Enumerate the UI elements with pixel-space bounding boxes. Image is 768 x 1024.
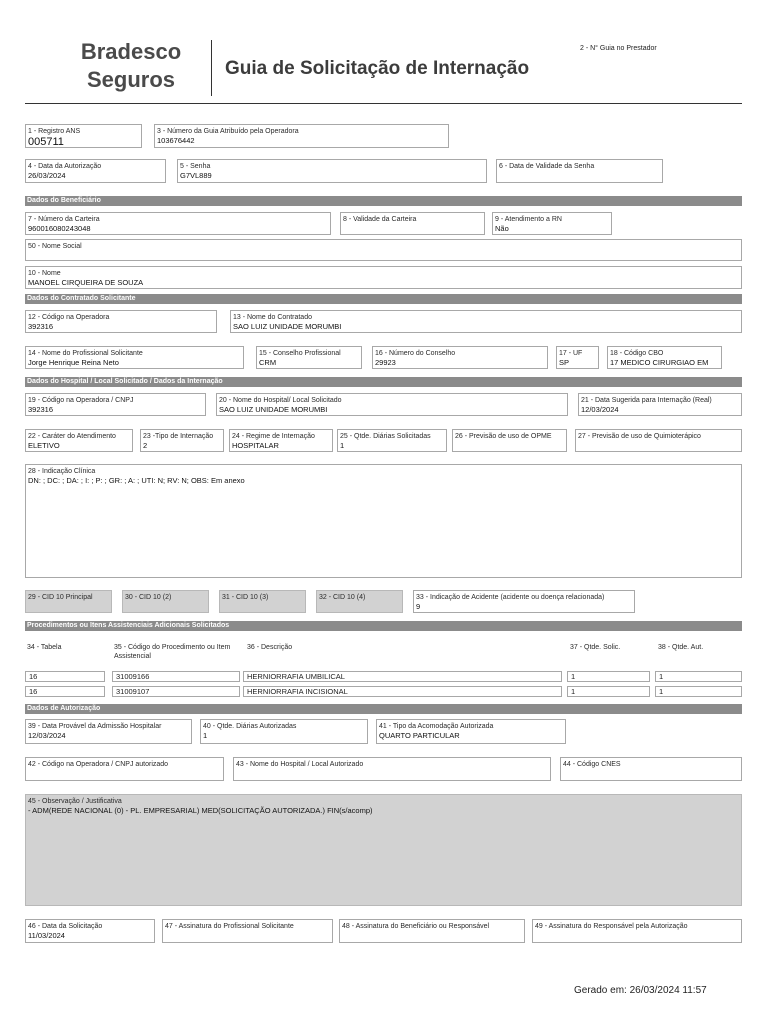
- col-header-descricao: [245, 641, 445, 653]
- company-logo: [48, 38, 214, 94]
- field-label: 14 - Nome do Profissional Solicitante: [28, 350, 143, 357]
- field-codigo-operadora[interactable]: [25, 310, 217, 333]
- col-header-codigo: [112, 641, 240, 665]
- field-numero-carteira[interactable]: [25, 212, 331, 235]
- field-numero-guia-operadora[interactable]: [154, 124, 449, 148]
- field-cid-2[interactable]: [122, 590, 209, 613]
- field-label: 39 - Data Provável da Admissão Hospitalar: [28, 723, 162, 730]
- field-regime-internacao[interactable]: [229, 429, 333, 452]
- row-1-codigo[interactable]: 31009166: [112, 671, 240, 682]
- field-label: 9 - Atendimento a RN: [495, 216, 562, 223]
- row-2-qtde-solic[interactable]: 1: [567, 686, 650, 697]
- field-nome[interactable]: [25, 266, 742, 289]
- col-header-qtde-solic: [568, 641, 648, 653]
- field-label: 50 - Nome Social: [28, 243, 82, 250]
- row-2-qtde-aut[interactable]: 1: [655, 686, 742, 697]
- field-value: Jorge Henrique Reina Neto: [28, 358, 119, 367]
- field-data-solicitacao[interactable]: [25, 919, 155, 943]
- field-label: 30 - CID 10 (2): [125, 594, 172, 601]
- header-rule: [25, 103, 742, 104]
- col-header-label: 38 - Qtde. Aut.: [658, 644, 704, 651]
- col-header-label: 35 - Código do Procedimento ou Item Assistencial: [114, 644, 231, 660]
- field-label: 15 - Conselho Profissional: [259, 350, 341, 357]
- field-indicacao-clinica[interactable]: [25, 464, 742, 578]
- field-label: 3 - Número da Guia Atribuído pela Operadora: [157, 128, 299, 135]
- field-value: 005711: [28, 136, 64, 148]
- col-header-label: 36 - Descrição: [247, 644, 293, 651]
- field-data-autorizacao[interactable]: [25, 159, 166, 183]
- field-value: QUARTO PARTICULAR: [379, 731, 460, 740]
- field-previsao-opme[interactable]: [452, 429, 567, 452]
- field-value: DN: ; DC: ; DA: ; I: ; P: ; GR: ; A: ; UTI: N; RV: N; OBS: Em anexo: [28, 476, 245, 485]
- field-assinatura-autorizacao[interactable]: [532, 919, 742, 943]
- field-label: 25 - Qtde. Diárias Solicitadas: [340, 433, 431, 440]
- field-label: 23 -Tipo de Internação: [143, 433, 214, 440]
- field-carater-atendimento[interactable]: [25, 429, 133, 452]
- field-label: 44 - Código CNES: [563, 761, 621, 768]
- guia-prestador-label: 2 - N° Guia no Prestador: [580, 45, 657, 52]
- field-validade-carteira[interactable]: [340, 212, 485, 235]
- field-value: 960016080243048: [28, 224, 91, 233]
- col-header-tabela: [25, 641, 105, 653]
- section-contratado: Dados do Contratado Solicitante: [25, 294, 742, 304]
- field-tipo-acomodacao[interactable]: [376, 719, 566, 744]
- field-value: 103676442: [157, 136, 195, 145]
- field-label: 33 - Indicação de Acidente (acidente ou doença relacionada): [416, 594, 605, 601]
- field-value: 1: [340, 441, 345, 450]
- section-beneficiario: Dados do Beneficiário: [25, 196, 742, 206]
- logo-line-2: Seguros: [86, 67, 176, 92]
- field-value: 392316: [28, 405, 54, 414]
- field-label: 31 - CID 10 (3): [222, 594, 269, 601]
- field-codigo-cbo[interactable]: [607, 346, 722, 369]
- col-header-label: 34 - Tabela: [27, 644, 62, 651]
- field-label: 17 - UF: [559, 350, 583, 357]
- field-registro-ans[interactable]: [25, 124, 142, 148]
- field-nome-hospital-autorizado[interactable]: [233, 757, 551, 781]
- field-label: 13 - Nome do Contratado: [233, 314, 312, 321]
- field-nome-contratado[interactable]: [230, 310, 742, 333]
- section-procedimentos: Procedimentos ou Itens Assistenciais Adicionais Solicitados: [25, 621, 742, 631]
- field-label: 8 - Validade da Carteira: [343, 216, 417, 223]
- field-label: 27 - Previsão de uso de Quimioterápico: [578, 433, 701, 440]
- col-header-qtde-aut: [656, 641, 736, 653]
- field-label: 5 - Senha: [180, 163, 211, 170]
- field-label: 28 - Indicação Clínica: [28, 468, 96, 475]
- field-label: 6 - Data de Validade da Senha: [499, 163, 595, 170]
- field-label: 49 - Assinatura do Responsável pela Autorização: [535, 923, 688, 930]
- field-value: SAO LUIZ UNIDADE MORUMBI: [233, 322, 342, 331]
- row-1-qtde-aut[interactable]: 1: [655, 671, 742, 682]
- field-value: SP: [559, 358, 570, 367]
- field-assinatura-beneficiario[interactable]: [339, 919, 525, 943]
- field-label: 46 - Data da Solicitação: [28, 923, 103, 930]
- field-value: 392316: [28, 322, 54, 331]
- field-value: G7VL889: [180, 171, 212, 180]
- field-qtde-diarias[interactable]: [337, 429, 447, 452]
- field-label: 48 - Assinatura do Beneficiário ou Responsável: [342, 923, 490, 930]
- row-1-tabela[interactable]: 16: [25, 671, 105, 682]
- field-qtde-diarias-autorizadas[interactable]: [200, 719, 368, 744]
- field-nome-social[interactable]: [25, 239, 742, 261]
- field-value: 11/03/2024: [28, 931, 65, 940]
- document-title: Guia de Solicitação de Internação: [225, 58, 530, 79]
- field-profissional-solicitante[interactable]: [25, 346, 244, 369]
- field-value: 1: [203, 731, 208, 740]
- field-label: 12 - Código na Operadora: [28, 314, 110, 321]
- field-label: 26 - Previsão de uso de OPME: [455, 433, 552, 440]
- row-1-descricao[interactable]: HERNIORRAFIA UMBILICAL: [243, 671, 562, 682]
- field-data-admissao[interactable]: [25, 719, 192, 744]
- field-observacao[interactable]: [25, 794, 742, 906]
- field-value: 12/03/2024: [28, 731, 66, 740]
- field-assinatura-profissional[interactable]: [162, 919, 333, 943]
- field-value: 17 MEDICO CIRURGIAO EM: [610, 358, 709, 367]
- field-label: 43 - Nome do Hospital / Local Autorizado: [236, 761, 364, 768]
- field-label: 29 - CID 10 Principal: [28, 594, 93, 601]
- field-value: 9: [416, 602, 421, 611]
- field-label: 7 - Número da Carteira: [28, 216, 100, 223]
- field-value: 29923: [375, 358, 396, 367]
- field-label: 10 - Nome: [28, 270, 61, 277]
- field-nome-hospital[interactable]: [216, 393, 568, 416]
- field-data-validade-senha[interactable]: [496, 159, 663, 183]
- field-label: 1 - Registro ANS: [28, 128, 81, 135]
- row-1-qtde-solic[interactable]: 1: [567, 671, 650, 682]
- field-label: 4 - Data da Autorização: [28, 163, 102, 170]
- row-2-codigo[interactable]: 31009107: [112, 686, 240, 697]
- field-codigo-cnpj-autorizado[interactable]: [25, 757, 224, 781]
- field-uf[interactable]: [556, 346, 599, 369]
- field-value: 2: [143, 441, 148, 450]
- field-value: Não: [495, 224, 509, 233]
- field-cid-3[interactable]: [219, 590, 306, 613]
- field-label: 19 - Código na Operadora / CNPJ: [28, 397, 134, 404]
- field-codigo-cnes[interactable]: [560, 757, 742, 781]
- field-conselho-profissional[interactable]: [256, 346, 362, 369]
- field-label: 20 - Nome do Hospital/ Local Solicitado: [219, 397, 342, 404]
- field-value: 12/03/2024: [581, 405, 619, 414]
- field-label: 21 - Data Sugerida para Internação (Real): [581, 397, 712, 404]
- field-label: 32 - CID 10 (4): [319, 594, 366, 601]
- field-tipo-internacao[interactable]: [140, 429, 224, 452]
- field-value: 26/03/2024: [28, 171, 66, 180]
- field-label: 45 - Observação / Justificativa: [28, 798, 122, 805]
- field-label: 18 - Código CBO: [610, 350, 664, 357]
- logo-line-1: Bradesco: [80, 39, 182, 64]
- field-indicacao-acidente[interactable]: [413, 590, 635, 613]
- field-label: 47 - Assinatura do Profissional Solicitante: [165, 923, 294, 930]
- field-data-sugerida[interactable]: [578, 393, 742, 416]
- row-2-tabela[interactable]: 16: [25, 686, 105, 697]
- generated-timestamp: Gerado em: 26/03/2024 11:57: [574, 985, 707, 996]
- field-cid-principal[interactable]: [25, 590, 112, 613]
- field-label: 16 - Número do Conselho: [375, 350, 456, 357]
- section-hospital: Dados do Hospital / Local Solicitado / Dados da Internação: [25, 377, 742, 387]
- field-codigo-cnpj[interactable]: [25, 393, 206, 416]
- field-previsao-quimioterapico[interactable]: [575, 429, 742, 452]
- field-value: HOSPITALAR: [232, 441, 279, 450]
- field-label: 42 - Código na Operadora / CNPJ autorizado: [28, 761, 169, 768]
- field-label: 22 - Caráter do Atendimento: [28, 433, 116, 440]
- field-value: CRM: [259, 358, 277, 367]
- field-value: MANOEL CIRQUEIRA DE SOUZA: [28, 278, 144, 287]
- field-atendimento-rn[interactable]: [492, 212, 612, 235]
- row-2-descricao[interactable]: HERNIORRAFIA INCISIONAL: [243, 686, 562, 697]
- field-senha[interactable]: [177, 159, 487, 183]
- field-label: 24 - Regime de Internação: [232, 433, 315, 440]
- field-numero-conselho[interactable]: [372, 346, 548, 369]
- header-divider: [211, 40, 212, 96]
- col-header-label: 37 - Qtde. Solic.: [570, 644, 621, 651]
- field-value: - ADM(REDE NACIONAL (0) - PL. EMPRESARIAL) MED(SOLICITAÇÃO AUTORIZADA.) FIN(s/acomp): [28, 806, 373, 815]
- field-value: ELETIVO: [28, 441, 60, 450]
- field-label: 41 - Tipo da Acomodação Autorizada: [379, 723, 494, 730]
- field-label: 40 - Qtde. Diárias Autorizadas: [203, 723, 297, 730]
- section-autorizacao: Dados de Autorização: [25, 704, 742, 714]
- field-value: SAO LUIZ UNIDADE MORUMBI: [219, 405, 328, 414]
- field-cid-4[interactable]: [316, 590, 403, 613]
